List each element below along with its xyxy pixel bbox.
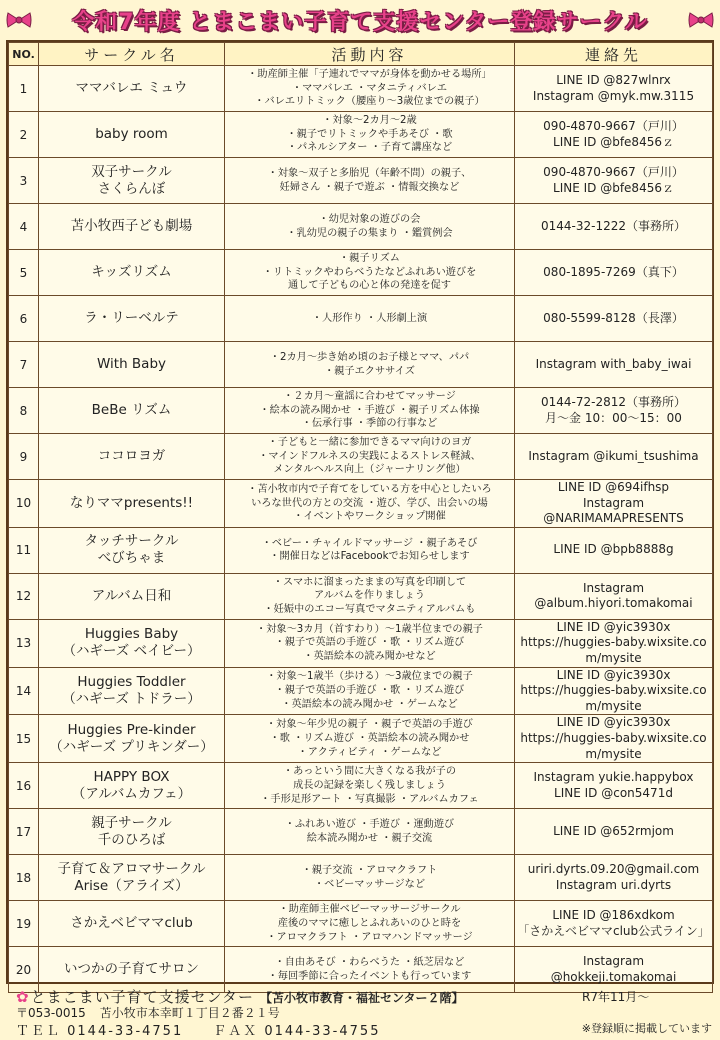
- activity-description: [225, 809, 515, 855]
- activity-description-line: ・毎回季節に合ったイベントも行っています: [267, 970, 472, 982]
- table-header-row: [9, 43, 713, 66]
- contact-info-line: uriri.dyrts.09.20@gmail.com: [527, 862, 700, 877]
- circle-name: [39, 480, 225, 528]
- row-number: 10: [9, 480, 39, 528]
- column-header-no: NO.: [9, 43, 39, 66]
- activity-description-line: ・幼児対象の遊びの会: [318, 213, 421, 225]
- circle-name-line: タッチサークル: [84, 533, 179, 550]
- activity-description-line: ・対象～2カ月～2歳: [322, 114, 417, 126]
- circle-name-line: Huggies Baby: [84, 626, 179, 643]
- contact-info: [515, 715, 713, 763]
- table-row: [9, 573, 713, 619]
- contact-info-line: LINE ID @186xdkom: [552, 908, 675, 923]
- row-number: 4: [9, 204, 39, 250]
- activity-description-line: ・対象～3カ月（首すわり）～1歳半位までの親子: [256, 623, 483, 635]
- circle-name-line: さかえベビママclub: [70, 915, 193, 932]
- contact-info: [515, 619, 713, 667]
- circle-name: [39, 715, 225, 763]
- table-row: [9, 619, 713, 667]
- contact-info: [515, 296, 713, 342]
- contact-info-line: Instagram @ikumi_tsushima: [528, 448, 699, 463]
- activity-description: [225, 66, 515, 112]
- issue-date: R7年11月～: [582, 990, 650, 1004]
- table-row: [9, 667, 713, 715]
- contact-info-line: LINE ID @652rmjom: [553, 823, 674, 838]
- row-number: 2: [9, 112, 39, 158]
- circle-name-line: キッズリズム: [91, 264, 172, 281]
- activity-description-line: ・2カ月～歩き始め頃のお子様とママ、パパ: [269, 351, 470, 363]
- circle-name-line: With Baby: [96, 356, 167, 373]
- contact-info-line: Instagram: [582, 580, 645, 595]
- activity-description-line: ・アロマクラフト ・アロマハンドマッサージ: [266, 931, 473, 943]
- circle-name-line: 子育て＆アロマサークル: [57, 860, 206, 877]
- contact-info-line: Instagram yukie.happybox: [533, 770, 694, 785]
- contact-info: [515, 112, 713, 158]
- contact-info-line: LINE ID @bfe8456ｚ: [553, 180, 674, 195]
- circle-name-line: 千のひろば: [97, 831, 166, 848]
- table-row: [9, 158, 713, 204]
- contact-info: [515, 809, 713, 855]
- activity-description-line: アルバムを作りましょう: [314, 590, 425, 602]
- row-number: 16: [9, 763, 39, 809]
- activity-description-line: ・苫小牧市内で子育てをしている方を中心としたいろ: [247, 483, 492, 495]
- row-number: 13: [9, 619, 39, 667]
- contact-info-line: 「さかえベビママclub公式ライン」: [517, 923, 710, 938]
- row-number: 1: [9, 66, 39, 112]
- contact-info-line: LINE ID @bfe8456ｚ: [553, 134, 674, 149]
- contact-info: [515, 667, 713, 715]
- activity-description: [225, 619, 515, 667]
- circle-name: [39, 112, 225, 158]
- circle-name: [39, 388, 225, 434]
- contact-info-line: LINE ID @con5471d: [554, 785, 673, 800]
- table-row: [9, 901, 713, 947]
- circle-name: [39, 342, 225, 388]
- street-address: 苫小牧市本幸町１丁目２番２１号: [99, 1006, 280, 1020]
- activity-description-line: ・助産師主催ベビーマッサージサークル: [278, 903, 461, 915]
- table-body: [9, 66, 713, 993]
- activity-description-line: ・開催日などはFacebookでお知らせします: [269, 551, 470, 563]
- ribbon-bow-icon: [6, 10, 32, 30]
- contact-info: [515, 66, 713, 112]
- row-number: 20: [9, 947, 39, 993]
- circle-name: [39, 573, 225, 619]
- contact-info: [515, 204, 713, 250]
- activity-description-line: ・親子交流 ・アロマクラフト: [301, 864, 438, 876]
- circle-name-line: ココロヨガ: [97, 448, 166, 465]
- activity-description: [225, 901, 515, 947]
- row-number: 15: [9, 715, 39, 763]
- activity-description: [225, 388, 515, 434]
- contact-info: [515, 480, 713, 528]
- table-row: [9, 855, 713, 901]
- activity-description-line: ・絵本の読み聞かせ ・手遊び ・親子リズム体操: [259, 404, 480, 416]
- contact-info-line: LINE ID @694ifhsp: [557, 480, 670, 494]
- circle-name-line: 親子サークル: [91, 814, 172, 831]
- activity-description-line: ・乳幼児の親子の集まり ・鑑賞例会: [286, 227, 453, 239]
- circle-name: [39, 66, 225, 112]
- row-number: 14: [9, 667, 39, 715]
- contact-info: [515, 763, 713, 809]
- activity-description-line: ・親子でリトミックや手あそび ・歌: [286, 128, 453, 140]
- table-row: [9, 296, 713, 342]
- circle-name: [39, 763, 225, 809]
- contact-info: [515, 388, 713, 434]
- row-number: 11: [9, 527, 39, 573]
- activity-description-line: ・自由あそび ・わらべうた ・紙芝居など: [274, 956, 465, 968]
- table-row: [9, 204, 713, 250]
- circle-name-line: baby room: [95, 126, 168, 143]
- activity-description-line: ・ベビーマッサージなど: [313, 878, 426, 890]
- activity-description-line: ・スマホに溜まったままの写真を印刷して: [272, 576, 467, 588]
- contact-info-line: Instagram: [582, 495, 645, 510]
- activity-description-line: ・親子で英語の手遊び ・歌 ・リズム遊び: [274, 685, 465, 697]
- contact-info: [515, 342, 713, 388]
- activity-description-line: ・ママバレエ ・マタニティバレエ: [291, 82, 448, 94]
- contact-info: [515, 250, 713, 296]
- activity-description-line: ・親子リズム: [339, 252, 400, 264]
- page-title: 令和7年度 とまこまい子育て支援センター登録サークル: [72, 9, 648, 35]
- contact-info-line: https://huggies-baby.wixsite.com/mysite: [520, 730, 707, 761]
- contact-info-line: https://huggies-baby.wixsite.com/mysite: [520, 635, 707, 665]
- row-number: 3: [9, 158, 39, 204]
- contact-info-line: @NARIMAMAPRESENTS: [543, 511, 684, 526]
- row-number: 12: [9, 573, 39, 619]
- tel-number: ＴＥＬ 0144-33-4751: [16, 1024, 184, 1039]
- circle-name: [39, 667, 225, 715]
- circle-name-line: Huggies Pre-kinder: [67, 721, 196, 738]
- activity-description-line: ・対象～年少児の親子 ・親子で英語の手遊び: [266, 719, 473, 731]
- contact-info-line: LINE ID @bpb8888g: [553, 542, 674, 557]
- row-number: 8: [9, 388, 39, 434]
- activity-description-line: ・アクティビティ ・ゲームなど: [297, 746, 442, 758]
- row-number: 19: [9, 901, 39, 947]
- table-row: [9, 434, 713, 480]
- activity-description: [225, 480, 515, 528]
- activity-description-line: ・英語絵本の読み聞かせ ・ゲームなど: [281, 698, 458, 710]
- activity-description-line: ・親子で英語の手遊び ・歌 ・リズム遊び: [274, 637, 465, 649]
- contact-info-line: LINE ID @yic3930x: [556, 619, 671, 634]
- table-row: [9, 715, 713, 763]
- activity-description-line: ・あっという間に大きくなる我が子の: [282, 765, 457, 777]
- contact-info-line: LINE ID @yic3930x: [556, 667, 671, 682]
- contact-info-line: 090-4870-9667（戸川）: [543, 118, 684, 133]
- circle-name: [39, 434, 225, 480]
- circle-name-line: ママバレエ ミュウ: [75, 80, 188, 97]
- circle-name-line: （ハギーズ ベイビー）: [62, 643, 201, 660]
- footer-phone: [16, 1020, 380, 1039]
- table-row: [9, 388, 713, 434]
- contact-info: [515, 573, 713, 619]
- activity-description-line: いろな世代の方との交流 ・遊び、学び、出会いの場: [251, 497, 488, 509]
- activity-description-line: ・マインドフルネスの実践によるストレス軽減、: [258, 450, 481, 462]
- circle-name: [39, 158, 225, 204]
- activity-description: [225, 204, 515, 250]
- circle-name: [39, 901, 225, 947]
- table-row: [9, 763, 713, 809]
- contact-info: [515, 527, 713, 573]
- contact-info-line: https://huggies-baby.wixsite.com/mysite: [520, 683, 707, 713]
- circle-name: [39, 619, 225, 667]
- activity-description-line: ・子どもと一緒に参加できるママ向けのヨガ: [267, 436, 472, 448]
- activity-description-line: 妊婦さん ・親子で遊ぶ ・情報交換など: [279, 181, 460, 193]
- circle-name-line: Huggies Toddler: [77, 674, 186, 691]
- circle-name: [39, 809, 225, 855]
- activity-description-line: ・妊娠中のエコー写真でマタニティアルバムも: [263, 604, 476, 616]
- table-row: [9, 527, 713, 573]
- fax-number: ＦＡＸ 0144-33-4755: [213, 1024, 381, 1039]
- column-header-name: サークル名: [39, 43, 225, 66]
- activity-description-line: メンタルヘルス向上（ジャーナリング他）: [273, 464, 466, 476]
- contact-info: [515, 901, 713, 947]
- ribbon-bow-icon: [688, 10, 714, 30]
- activity-description: [225, 855, 515, 901]
- postal-code: 〒053-0015: [16, 1006, 86, 1020]
- contact-info-line: 090-4870-9667（戸川）: [543, 164, 684, 179]
- row-number: 5: [9, 250, 39, 296]
- contact-info-line: Instagram uri.dyrts: [555, 877, 672, 892]
- activity-description-line: 絵本読み聞かせ ・親子交流: [306, 832, 433, 844]
- contact-info-line: 0144-72-2812（事務所）: [540, 394, 686, 409]
- column-header-activity: 活動内容: [225, 43, 515, 66]
- circle-name: [39, 250, 225, 296]
- activity-description-line: ・英語絵本の読み聞かせなど: [303, 651, 436, 663]
- circle-name-line: （ハギーズ プリキンダー）: [49, 738, 214, 755]
- activity-description-line: ・伝承行事 ・季節の行事など: [301, 418, 438, 430]
- circle-name: [39, 527, 225, 573]
- org-name: とまこまい子育て支援センター: [30, 988, 254, 1006]
- contact-info-line: @album.hiyori.tomakomai: [534, 596, 693, 611]
- activity-description-line: ・２カ月～童謡に合わせてマッサージ: [283, 390, 456, 402]
- activity-description-line: ・親子エクササイズ: [324, 365, 415, 377]
- activity-description-line: ・助産師主催「子連れでママが身体を動かせる場所」: [247, 68, 492, 80]
- contact-info: [515, 434, 713, 480]
- circle-name-line: （アルバムカフェ）: [71, 785, 192, 802]
- contact-info-line: Instagram: [582, 954, 645, 969]
- activity-description: [225, 250, 515, 296]
- activity-description: [225, 112, 515, 158]
- circle-name-line: ラ・リーベルテ: [84, 310, 179, 327]
- contact-info-line: 月～金 10：00～15：00: [545, 410, 682, 425]
- row-number: 18: [9, 855, 39, 901]
- contact-info: [515, 158, 713, 204]
- table-row: [9, 112, 713, 158]
- circle-name-line: （ハギーズ トドラー）: [62, 690, 201, 707]
- org-location: 【苫小牧市教育・福祉センター２階】: [259, 991, 464, 1005]
- table-row: [9, 66, 713, 112]
- table-row: [9, 809, 713, 855]
- activity-description-line: ・リトミックやわらべうたなどふれあい遊びを: [262, 266, 477, 278]
- contact-info-line: LINE ID @827wlnrx: [556, 72, 671, 87]
- activity-description: [225, 527, 515, 573]
- table-row: [9, 342, 713, 388]
- activity-description-line: 成長の記録を楽しく残しましょう: [293, 779, 446, 791]
- page-header: [0, 0, 720, 40]
- activity-description-line: ・歌 ・リズム遊び ・英語絵本の読み聞かせ: [269, 732, 470, 744]
- circle-name: [39, 855, 225, 901]
- contact-info: [515, 855, 713, 901]
- flower-icon: ✿: [16, 988, 29, 1006]
- circle-name-line: BeBe リズム: [91, 402, 172, 419]
- row-number: 17: [9, 809, 39, 855]
- table-row: [9, 250, 713, 296]
- activity-description-line: ・ふれあい遊び ・手遊び ・運動遊び: [284, 818, 455, 830]
- circle-name-line: 双子サークル: [91, 163, 172, 180]
- activity-description-line: 産後のママに癒しとふれあいのひと時を: [277, 917, 462, 929]
- footer-address: [16, 1004, 280, 1021]
- contact-info-line: Instagram @myk.mw.3115: [532, 88, 695, 103]
- circle-name-line: 苫小牧西子ども劇場: [70, 218, 193, 235]
- contact-info-line: Instagram with_baby_iwai: [535, 356, 692, 371]
- activity-description: [225, 342, 515, 388]
- circle-name-line: なりママpresents!!: [69, 494, 194, 511]
- circle-name-line: Arise（アライズ）: [74, 877, 189, 894]
- circle-name: [39, 296, 225, 342]
- circle-name-line: HAPPY BOX: [93, 768, 170, 785]
- contact-info-line: @hokkeji.tomakomai: [550, 969, 677, 984]
- activity-description: [225, 763, 515, 809]
- table-row: [9, 480, 713, 528]
- row-number: 7: [9, 342, 39, 388]
- footer: [0, 984, 720, 1040]
- activity-description: [225, 158, 515, 204]
- activity-description-line: ・人形作り ・人形劇上演: [311, 312, 428, 324]
- activity-description-line: ・イベントやワークショップ開催: [293, 511, 446, 523]
- activity-description-line: ・対象～双子と多胎児（年齢不問）の親子、: [267, 167, 472, 179]
- circle-name-line: べびちゃま: [97, 550, 166, 567]
- circle-table: [6, 40, 714, 984]
- contact-info-line: LINE ID @yic3930x: [556, 715, 671, 730]
- activity-description-line: ・ベビー・チャイルドマッサージ ・親子あそび: [261, 537, 478, 549]
- row-number: 9: [9, 434, 39, 480]
- contact-info-line: 0144-32-1222（事務所）: [540, 218, 686, 233]
- activity-description-line: ・バレエリトミック（腰座り～3歳位までの親子）: [254, 96, 485, 108]
- activity-description: [225, 573, 515, 619]
- circle-name-line: さくらんぼ: [97, 180, 166, 197]
- activity-description-line: 通して子どもの心と体の発達を促す: [288, 280, 451, 292]
- activity-description-line: ・パネルシアター ・子育て講座など: [286, 142, 453, 154]
- column-header-contact: 連絡先: [515, 43, 713, 66]
- activity-description-line: ・対象～1歳半（歩ける）～3歳位までの親子: [266, 671, 473, 683]
- activity-description: [225, 667, 515, 715]
- circle-name-line: いつかの子育てサロン: [64, 961, 199, 978]
- circle-name: [39, 204, 225, 250]
- activity-description-line: ・手形足形アート ・写真撮影 ・アルバムカフェ: [260, 793, 479, 805]
- row-number: 6: [9, 296, 39, 342]
- contact-info-line: 080-1895-7269（真下）: [543, 264, 684, 279]
- contact-info-line: 080-5599-8128（長澤）: [543, 310, 684, 325]
- activity-description: [225, 434, 515, 480]
- order-note: ※登録順に掲載しています: [581, 1022, 712, 1035]
- activity-description: [225, 296, 515, 342]
- circle-name-line: アルバム日和: [91, 587, 172, 604]
- activity-description: [225, 715, 515, 763]
